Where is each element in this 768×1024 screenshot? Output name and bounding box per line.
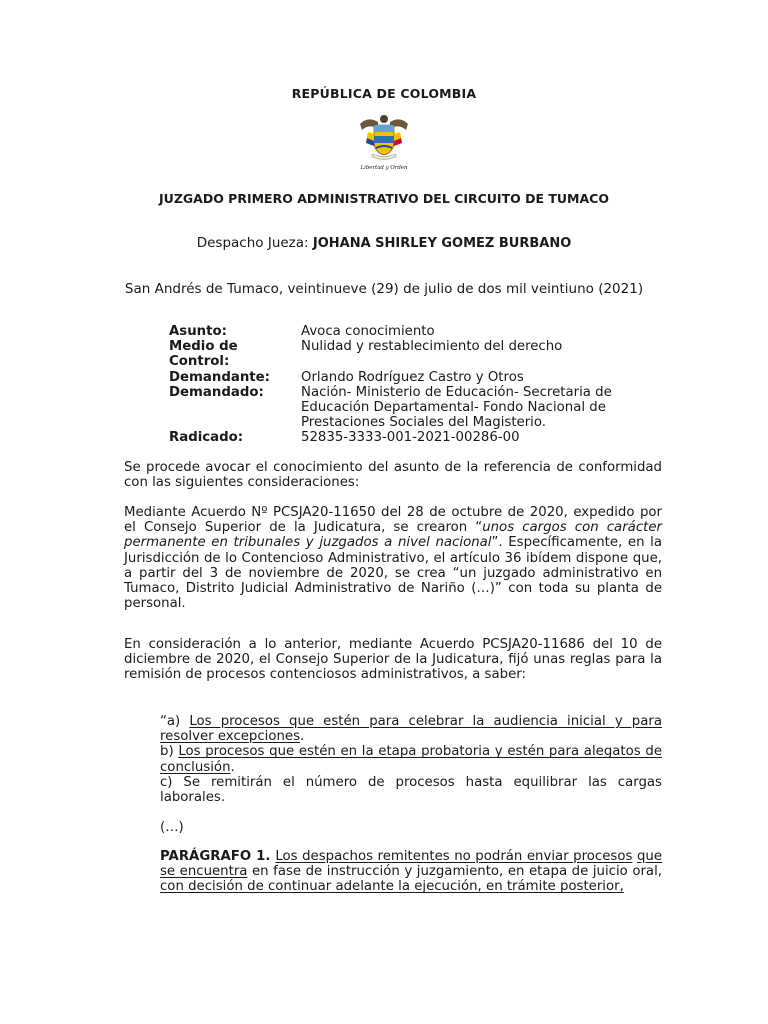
meta-key: Radicado: [169,430,244,446]
meta-key: Medio de Control: [169,339,238,370]
rule-end: . [300,729,305,745]
paragraph-text: en fase de instrucción y juzgamiento, en etapa de juicio oral, [247,864,662,880]
quoted-rules [160,714,662,805]
underlined-text: Los procesos que estén en la etapa probatoria y estén para alegatos de conclusión [160,744,662,775]
rule-end: . [230,759,235,775]
underlined-text: Los despachos remitentes no podrán enviar procesos [275,849,633,864]
rule-c: c) Se remitirán el número de procesos hasta equilibrar las cargas laborales. [160,774,662,806]
paragraph-acuerdo-11650 [124,505,662,611]
rule-prefix: “a) [160,714,190,729]
coat-of-arms-emblem [354,110,414,172]
meta-key: Demandado: [169,384,264,400]
judge-line [0,235,768,251]
meta-value: Nulidad y restablecimiento del derecho [301,339,563,355]
emblem-motto: Libertad y Orden [360,165,408,171]
meta-key: Asunto: [169,324,227,339]
paragrafo-label: PARÁGRAFO 1 [160,849,266,864]
ellipsis: (…) [160,820,184,835]
meta-row-asunto [169,324,669,339]
rule-a [160,714,662,744]
paragraph-text: Mediante Acuerdo Nº PCSJA20-11650 del 28 de octubre de 2020, expedido por el Consejo Superior de la Judicatura, se crearon “ [124,505,662,536]
underlined-text: Los procesos que estén para celebrar la audiencia inicial y para resolver excepciones [160,714,663,745]
meta-value: Orlando Rodríguez Castro y Otros [301,369,524,385]
meta-value: 52835-3333-001-2021-00286-00 [301,430,520,446]
meta-row-demandante [169,370,669,385]
meta-row-radicado [169,430,669,445]
republic-heading: REPÚBLICA DE COLOMBIA [291,86,477,101]
underlined-text: que se encuentra [160,849,663,880]
meta-row-medio [169,339,669,369]
underlined-text: con decisión de continuar adelante la ejecución, en trámite posterior, [160,879,624,895]
meta-value: Nación- Ministerio de Educación- Secretaria de Educación Departamental- Fondo Nacional de Prestaciones Sociales del Magisterio. [301,384,612,431]
meta-key: Demandante: [169,369,270,385]
case-metadata [169,324,669,446]
rule-b [160,744,662,774]
quoted-italic-text: unos cargos con carácter permanente en tribunales y juzgados a nivel nacional [124,520,662,551]
meta-row-demandado [169,385,669,431]
paragraph-acuerdo-11686: En consideración a lo anterior, mediante Acuerdo PCSJA20-11686 del 10 de diciembre de 2020, el Consejo Superior de la Judicatura, fijó unas reglas para la remisión de procesos contenciosos administrativos, a saber: [124,637,662,683]
place-date: San Andrés de Tumaco, veintinueve (29) de julio de dos mil veintiuno (2021) [124,281,644,297]
paragrafo-dot: . [265,849,276,864]
judge-name: JOHANA SHIRLEY GOMEZ BURBANO [312,236,572,251]
paragraph-text: ”. Específicamente, en la Jurisdicción de lo Contencioso Administrativo, el artículo 36 ibídem dispone que, a partir del 3 de noviembre de 2020, se crea “un juzgado administrativo en Tumaco, Distrito Judicial Administrativo de Nariño (…)” con toda su planta de personal. [124,535,663,612]
meta-value: Avoca conocimiento [301,324,435,339]
paragraph-intro: Se procede avocar el conocimiento del asunto de la referencia de conformidad con las siguientes consideraciones: [124,460,662,491]
court-heading: JUZGADO PRIMERO ADMINISTRATIVO DEL CIRCUITO DE TUMACO [159,191,609,206]
paragrafo-1 [160,849,662,895]
rule-prefix: b) [160,744,179,760]
judge-label: Despacho Jueza: [196,235,309,251]
